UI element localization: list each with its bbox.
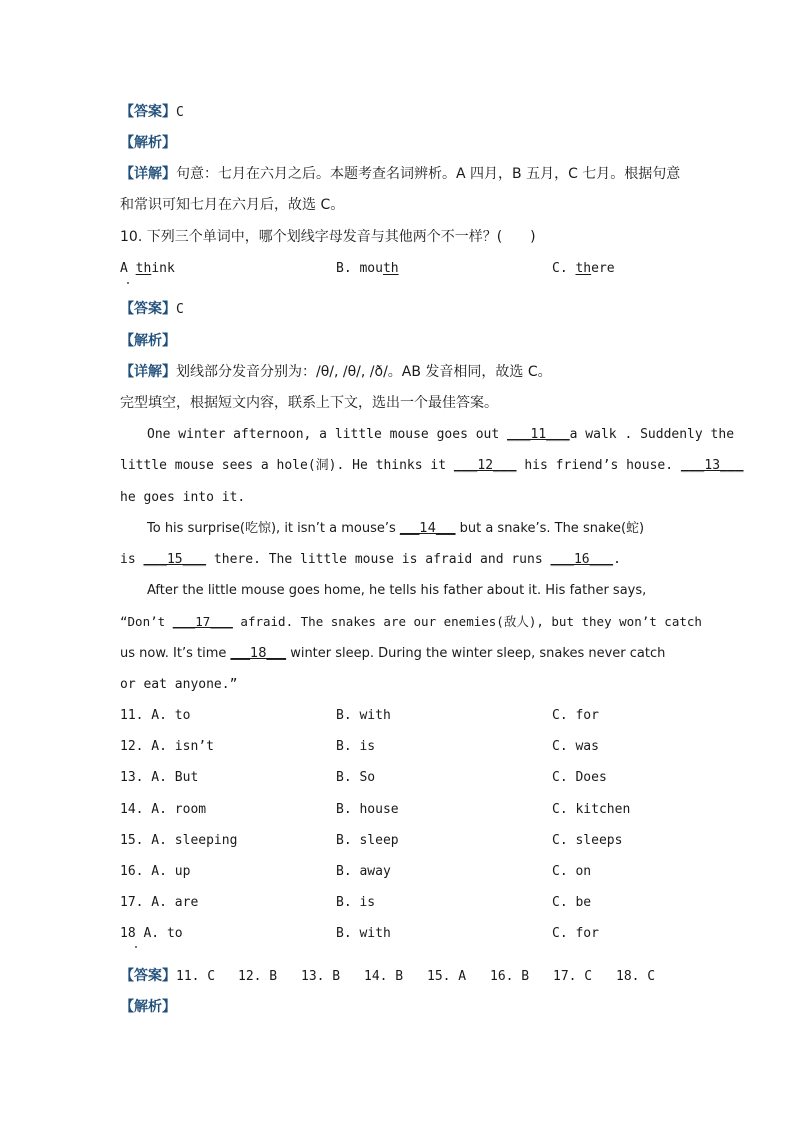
final-answer-16: 16. B xyxy=(490,969,530,984)
detail-label: 【详解】 xyxy=(120,166,176,182)
analysis-label: 【解析】 xyxy=(120,999,176,1015)
final-answer-18: 18. C xyxy=(616,969,656,984)
choice-18-a: 18 A. to xyxy=(120,926,183,941)
choice-18-c: C. for xyxy=(552,926,599,941)
choice-14-c: C. kitchen xyxy=(552,802,631,817)
blank-18: ___18___ xyxy=(230,646,287,661)
choice-16-b: B. away xyxy=(336,864,391,879)
cloze-instruction: 完型填空，根据短文内容，联系上下文，选出一个最佳答案。 xyxy=(120,395,498,411)
choice-11-c: C. for xyxy=(552,708,599,723)
q9-analysis-line xyxy=(120,133,176,153)
cloze-p3-line4: or eat anyone.” xyxy=(120,677,238,692)
q9-answer-line xyxy=(120,102,184,123)
choice-16-c: C. on xyxy=(552,864,592,879)
q10-answer: C xyxy=(176,302,184,317)
blank-14: ___14___ xyxy=(399,521,456,536)
cloze-p3-line3: us now. It’s time ___18___ winter sleep. During the winter sleep, snakes never catch xyxy=(120,646,666,661)
choice-12-b: B. is xyxy=(336,739,376,754)
q10-answer-line xyxy=(120,299,184,320)
cloze-p1-line3: he goes into it. xyxy=(120,490,246,505)
blank-15: ___15___ xyxy=(143,552,207,567)
answer-label: 【答案】 xyxy=(120,104,176,120)
blank-16: ___16___ xyxy=(550,552,614,567)
final-answer-13: 13. B xyxy=(301,969,341,984)
choice-15-b: B. sleep xyxy=(336,833,399,848)
underlined-letters: th xyxy=(135,261,152,276)
choice-18-b: B. with xyxy=(336,926,391,941)
q9-answer: C xyxy=(176,105,184,120)
q10-detail-text: 划线部分发音分别为：/θ/, /θ/, /ð/。AB 发音相同，故选 C。 xyxy=(176,364,552,380)
cloze-p2-line2: is ___15___ there. The little mouse is afraid and runs ___16___. xyxy=(120,552,621,567)
choice-11-b: B. with xyxy=(336,708,391,723)
q9-detail-text-2: 和常识可知七月在六月后，故选 C。 xyxy=(120,197,345,213)
underlined-letters: th xyxy=(382,261,399,276)
choice-11-a: 11. A. to xyxy=(120,708,191,723)
final-answer-14: 14. B xyxy=(364,969,404,984)
choice-16-a: 16. A. up xyxy=(120,864,191,879)
q10-option-a: A think xyxy=(120,261,175,276)
blank-13: ___13___ xyxy=(680,458,744,473)
q10-analysis-line xyxy=(120,331,176,351)
cloze-p1-line2: little mouse sees a hole(洞). He thinks it ___12___ his friend’s house. ___13___ xyxy=(120,458,744,473)
q10-detail-line xyxy=(120,362,552,382)
answer-label: 【答案】 xyxy=(120,968,176,984)
final-answer-17: 17. C xyxy=(553,969,593,984)
blank-17: ___17___ xyxy=(172,614,233,629)
choice-15-a: 15. A. sleeping xyxy=(120,833,238,848)
cloze-p3-line2: “Don’t ___17___ afraid. The snakes are our enemies(敌人), but they won’t catch xyxy=(120,614,702,629)
analysis-label: 【解析】 xyxy=(120,135,176,151)
choice-12-c: C. was xyxy=(552,739,599,754)
cloze-p1-line1: One winter afternoon, a little mouse goes out ___11___ a walk . Suddenly the xyxy=(147,427,735,442)
choice-13-a: 13. A. But xyxy=(120,770,199,785)
blank-11: ___11___ xyxy=(507,427,570,442)
q9-detail-text-1: 句意：七月在六月之后。本题考查名词辨析。A 四月，B 五月，C 七月。根据句意 xyxy=(176,166,681,182)
analysis-label: 【解析】 xyxy=(120,333,176,349)
underlined-letters: th xyxy=(575,261,592,276)
choice-14-b: B. house xyxy=(336,802,399,817)
q9-detail-line-1 xyxy=(120,164,680,184)
q10-option-c: C. there xyxy=(552,261,615,276)
scan-dot xyxy=(135,946,137,948)
final-answer-11: 11. C xyxy=(176,969,216,984)
q9-detail-line-2 xyxy=(120,195,344,215)
blank-12: ___12___ xyxy=(453,458,517,473)
detail-label: 【详解】 xyxy=(120,364,176,380)
choice-14-a: 14. A. room xyxy=(120,802,207,817)
q10-stem: 10. 下列三个单词中，哪个划线字母发音与其他两个不一样？( ) xyxy=(120,229,536,245)
cloze-p3-line1: After the little mouse goes home, he tells his father about it. His father says, xyxy=(147,583,647,598)
choice-17-c: C. be xyxy=(552,895,592,910)
final-answers-line xyxy=(120,966,655,987)
choice-15-c: C. sleeps xyxy=(552,833,623,848)
choice-17-a: 17. A. are xyxy=(120,895,199,910)
cloze-p2-line1: To his surprise(吃惊), it isn’t a mouse’s ___14___ but a snake’s. The snake(蛇) xyxy=(147,521,645,536)
q10-option-b: B. mouth xyxy=(336,261,399,276)
choice-13-c: C. Does xyxy=(552,770,607,785)
scan-dot xyxy=(127,282,129,284)
choice-13-b: B. So xyxy=(336,770,376,785)
choice-12-a: 12. A. isn’t xyxy=(120,739,214,754)
final-answer-15: 15. A xyxy=(427,969,467,984)
answer-label: 【答案】 xyxy=(120,301,176,317)
choice-17-b: B. is xyxy=(336,895,376,910)
final-analysis-line xyxy=(120,997,176,1017)
final-answer-12: 12. B xyxy=(238,969,278,984)
